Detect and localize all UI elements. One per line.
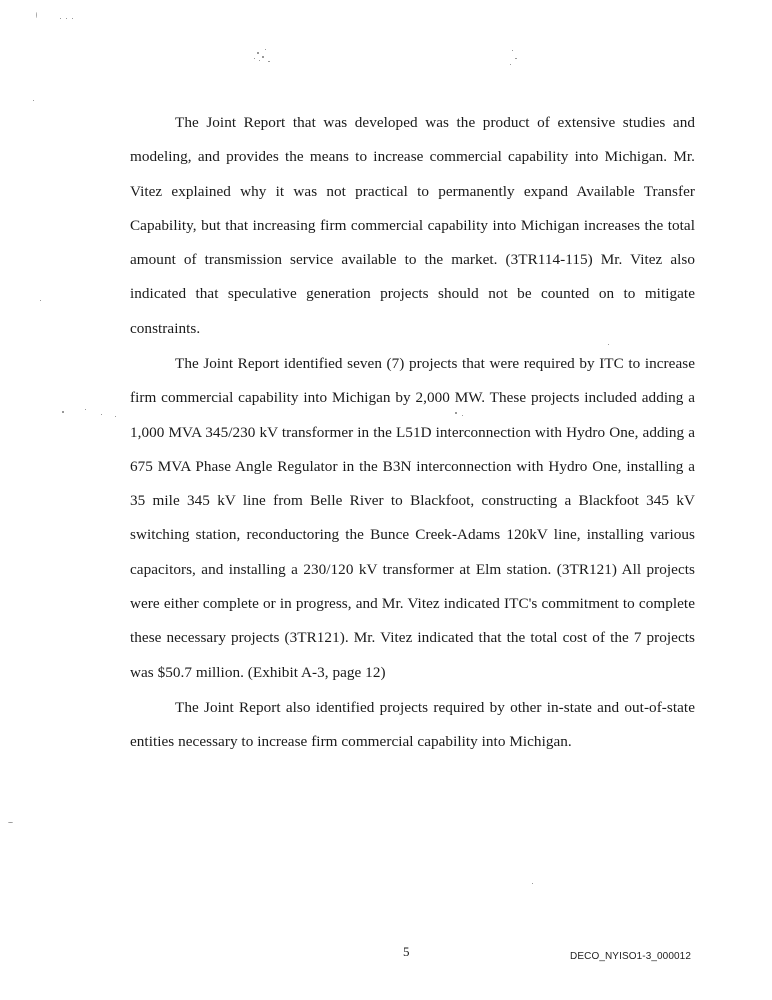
- body-paragraph-1: The Joint Report that was developed was the product of extensive studies and modeling, and provides the means to increase commercial capability into Michigan. Mr. Vitez explained why it was not practical to permanently expand Available Transfer Capability, but that increasing firm commercial capability into Michigan increases the total amount of transmission service available to the market. (3TR114-115) Mr. Vitez also indicated that speculative generation projects should not be counted on to mitigate constraints.: [130, 114, 695, 337]
- body-paragraph-3: The Joint Report also identified projects required by other in-state and out-of-state entities necessary to increase firm commercial capability into Michigan.: [130, 699, 695, 751]
- page-number: 5: [403, 944, 410, 959]
- bates-number: DECO_NYISO1-3_000012: [570, 951, 691, 962]
- body-paragraph-2: The Joint Report identified seven (7) projects that were required by ITC to increase firm commercial capability into Michigan by 2,000 MW. These projects included adding a 1,000 MVA 345/230 kV transformer in the L51D interconnection with Hydro One, adding a 675 MVA Phase Angle Regulator in the B3N interconnection with Hydro One, installing a 35 mile 345 kV line from Belle River to Blackfoot, constructing a Blackfoot 345 kV switching station, reconductoring the Bunce Creek-Adams 120kV line, installing various capacitors, and installing a 230/120 kV transformer at Elm station. (3TR121) All projects were either complete or in progress, and Mr. Vitez indicated ITC's commitment to complete these necessary projects (3TR121). Mr. Vitez indicated that the total cost of the 7 projects was $50.7 million. (Exhibit A-3, page 12): [130, 355, 695, 681]
